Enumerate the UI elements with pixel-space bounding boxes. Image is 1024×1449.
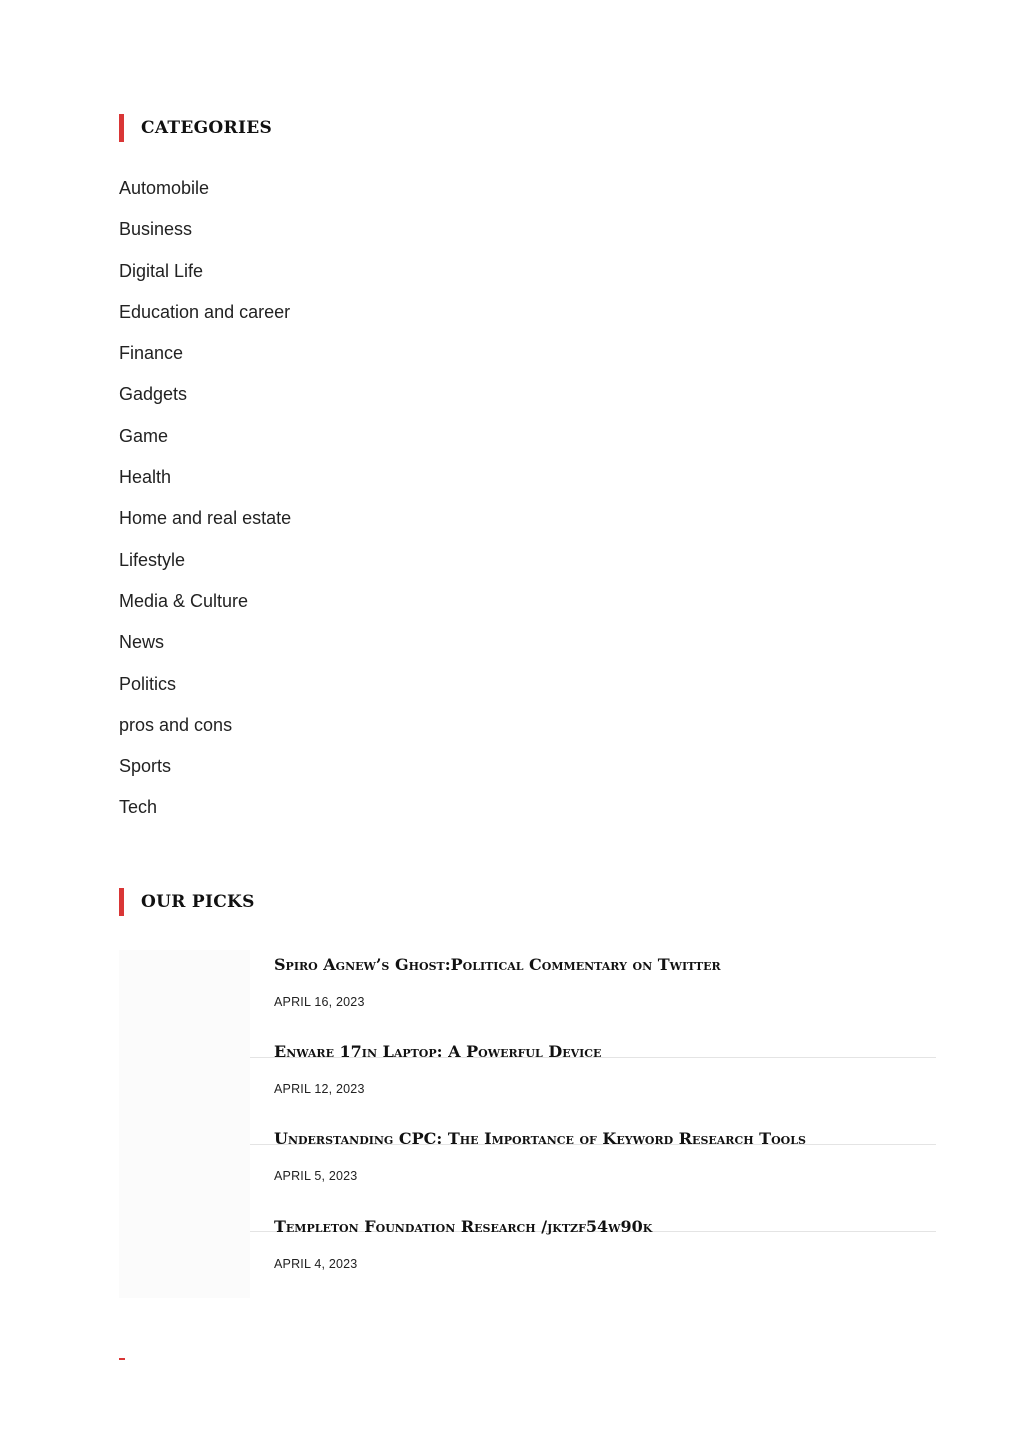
pick-item <box>119 1037 936 1125</box>
category-link-lifestyle[interactable]: Lifestyle <box>119 549 186 570</box>
post-date: APRIL 12, 2023 <box>274 1082 365 1096</box>
post-thumbnail[interactable] <box>119 1212 250 1298</box>
our-picks-widget-title <box>119 888 255 916</box>
post-title-link[interactable]: Understanding CPC: The Importance of Keyword Research Tools <box>274 1129 806 1148</box>
category-link-digital-life[interactable]: Digital Life <box>119 260 204 281</box>
category-link-media-culture[interactable]: Media & Culture <box>119 590 249 611</box>
post-date: APRIL 16, 2023 <box>274 995 365 1009</box>
category-link-gadgets[interactable]: Gadgets <box>119 384 188 405</box>
title-accent-bar <box>119 114 124 142</box>
category-list <box>119 175 291 836</box>
categories-heading: CATEGORIES <box>141 118 273 138</box>
post-title-link[interactable]: Enware 17in Laptop: A Powerful Device <box>274 1042 602 1061</box>
pick-item <box>119 950 936 1038</box>
our-picks-heading: OUR PICKS <box>141 892 255 912</box>
post-date: APRIL 4, 2023 <box>274 1257 358 1271</box>
categories-widget-title <box>119 114 272 142</box>
title-accent-bar <box>119 888 124 916</box>
post-title-link[interactable]: Spiro Agnew’s Ghost:Political Commentary on Twitter <box>274 955 721 974</box>
category-link-politics[interactable]: Politics <box>119 673 177 694</box>
category-link-sports[interactable]: Sports <box>119 756 172 777</box>
category-link-business[interactable]: Business <box>119 219 193 240</box>
category-link-education-and-career[interactable]: Education and career <box>119 301 291 322</box>
category-link-health[interactable]: Health <box>119 467 172 488</box>
category-link-automobile[interactable]: Automobile <box>119 178 210 198</box>
category-link-pros-and-cons[interactable]: pros and cons <box>119 714 233 735</box>
pick-item <box>119 1212 936 1300</box>
pick-item <box>119 1124 936 1212</box>
category-link-tech[interactable]: Tech <box>119 797 158 818</box>
category-link-news[interactable]: News <box>119 632 165 653</box>
category-link-home-and-real-estate[interactable]: Home and real estate <box>119 508 292 529</box>
post-date: APRIL 5, 2023 <box>274 1169 358 1183</box>
post-thumbnail[interactable] <box>119 1037 250 1125</box>
category-link-finance[interactable]: Finance <box>119 343 184 364</box>
footer-accent-dash <box>119 1358 125 1360</box>
post-thumbnail[interactable] <box>119 1124 250 1212</box>
category-link-game[interactable]: Game <box>119 425 169 446</box>
post-title-link[interactable]: Templeton Foundation Research /jktzf54w90k <box>274 1217 653 1236</box>
